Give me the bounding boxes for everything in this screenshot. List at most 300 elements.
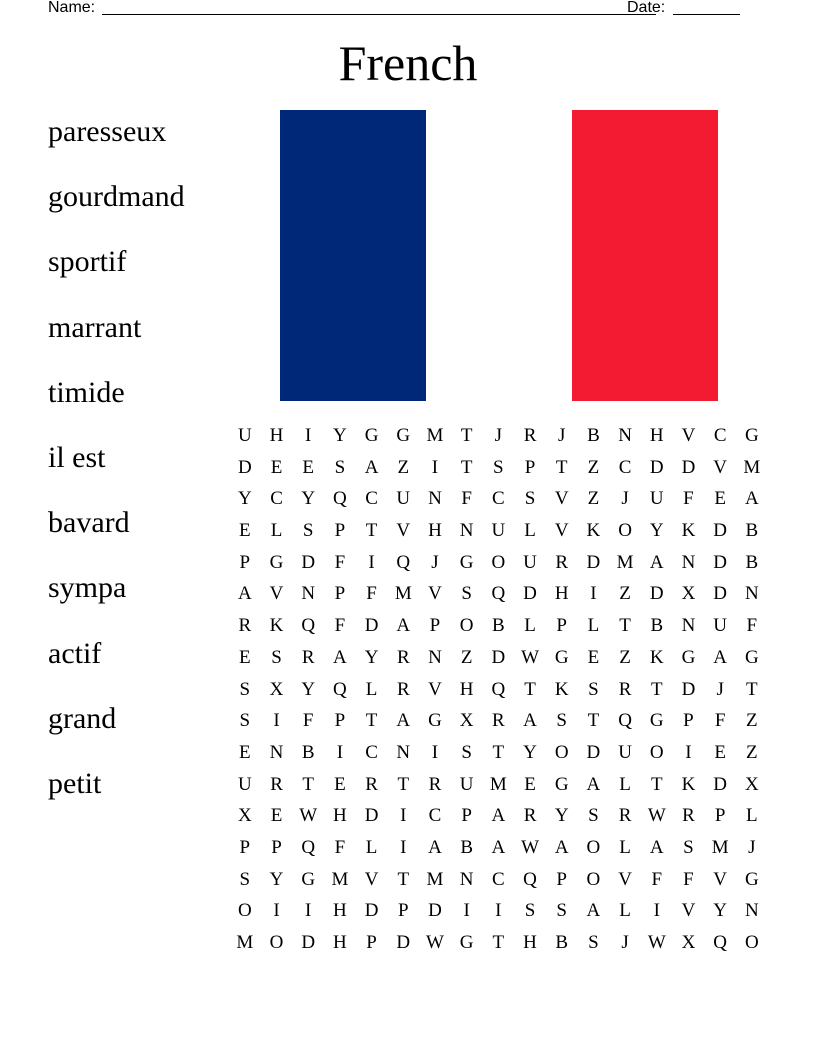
grid-letter: M	[331, 868, 349, 890]
grid-letter: S	[334, 456, 346, 478]
grid-letter: M	[426, 425, 444, 446]
grid-letter: C	[618, 456, 632, 478]
grid-letter: L	[619, 773, 631, 795]
date-label: Date:	[627, 0, 666, 16]
grid-letter: B	[650, 615, 664, 637]
grid-letter: P	[524, 456, 536, 478]
grid-letter: S	[556, 710, 567, 732]
grid-letter: D	[586, 551, 601, 573]
grid-letter: C	[713, 425, 727, 446]
french-flag-image	[280, 110, 718, 401]
grid-letter: C	[365, 741, 378, 763]
grid-letter: Z	[397, 456, 410, 478]
grid-letter: D	[713, 551, 728, 573]
grid-letter: I	[590, 583, 597, 605]
grid-letter: N	[681, 615, 696, 637]
grid-letter: J	[558, 425, 566, 446]
grid-letter: D	[649, 456, 664, 478]
grid-letter: F	[334, 836, 346, 858]
grid-letter: L	[524, 520, 536, 542]
grid-letter: S	[588, 678, 599, 700]
grid-letter: N	[681, 551, 696, 573]
grid-letter: S	[556, 900, 567, 922]
grid-letter: U	[649, 488, 664, 510]
grid-letter: M	[426, 868, 444, 890]
grid-letter: D	[649, 583, 664, 605]
grid-letter: A	[523, 710, 537, 732]
grid-row	[229, 864, 769, 896]
grid-letter: Z	[460, 646, 473, 668]
word-list-item: sympa	[48, 571, 127, 605]
grid-letter: R	[270, 773, 283, 795]
flag-stripe-red	[572, 110, 718, 401]
grid-letter: V	[681, 425, 696, 446]
grid-letter: T	[492, 932, 505, 953]
grid-letter: S	[493, 456, 504, 478]
grid-letter: I	[431, 741, 439, 763]
grid-letter: U	[523, 551, 537, 573]
grid-letter: I	[431, 456, 439, 478]
grid-letter: G	[554, 773, 569, 795]
grid-letter: F	[461, 488, 472, 510]
grid-letter: Z	[746, 710, 758, 732]
grid-letter: L	[270, 520, 283, 542]
grid-letter: B	[745, 551, 759, 573]
grid-letter: O	[459, 615, 474, 637]
grid-letter: Y	[554, 805, 569, 827]
grid-letter: W	[299, 805, 318, 827]
grid-letter: V	[618, 868, 632, 890]
grid-letter: G	[554, 646, 569, 668]
grid-letter: M	[236, 932, 254, 953]
grid-letter: Q	[713, 932, 728, 953]
grid-letter: D	[301, 932, 316, 953]
grid-letter: D	[364, 615, 379, 637]
grid-letter: I	[305, 425, 312, 446]
grid-letter: R	[682, 805, 695, 827]
grid-letter: R	[238, 615, 252, 637]
grid-letter: R	[428, 773, 442, 795]
grid-letter: M	[743, 456, 761, 478]
grid-letter: I	[685, 741, 692, 763]
grid-letter: V	[713, 456, 728, 478]
grid-letter: G	[744, 646, 759, 668]
grid-letter: J	[621, 488, 629, 510]
grid-letter: I	[653, 900, 660, 922]
grid-letter: J	[748, 836, 756, 858]
grid-letter: L	[587, 615, 600, 637]
grid-letter: D	[364, 900, 379, 922]
grid-letter: K	[586, 520, 601, 542]
grid-letter: T	[650, 773, 663, 795]
grid-letter: W	[647, 805, 666, 827]
grid-letter: N	[459, 520, 474, 542]
word-list-item: il est	[48, 440, 106, 474]
grid-letter: O	[618, 520, 632, 542]
grid-letter: B	[587, 425, 600, 446]
grid-letter: R	[618, 678, 632, 700]
grid-letter: U	[396, 488, 411, 510]
grid-letter: L	[365, 836, 378, 858]
grid-letter: Z	[587, 456, 600, 478]
grid-letter: H	[554, 583, 569, 605]
grid-letter: R	[555, 551, 569, 573]
grid-letter: Q	[523, 868, 537, 890]
grid-letter: Y	[333, 425, 347, 446]
grid-letter: E	[239, 520, 251, 542]
grid-letter: I	[368, 551, 375, 573]
grid-letter: T	[619, 615, 631, 637]
grid-letter: A	[586, 900, 601, 922]
grid-letter: G	[269, 551, 284, 573]
date-blank-line	[673, 14, 740, 15]
grid-letter: U	[713, 615, 728, 637]
grid-letter: A	[364, 456, 379, 478]
flag-stripe-white	[426, 110, 572, 401]
grid-letter: F	[334, 615, 346, 637]
grid-row	[229, 642, 769, 674]
name-blank-line	[102, 14, 656, 15]
grid-letter: E	[239, 646, 251, 668]
grid-letter: D	[713, 520, 728, 542]
grid-letter: U	[237, 773, 252, 795]
grid-letter: S	[239, 710, 251, 732]
grid-letter: I	[400, 836, 407, 858]
grid-row	[229, 927, 769, 959]
grid-letter: Z	[619, 646, 631, 668]
grid-letter: H	[333, 900, 347, 922]
grid-letter: B	[745, 520, 759, 542]
grid-letter: F	[651, 868, 663, 890]
grid-row	[229, 452, 769, 484]
grid-letter: D	[713, 583, 728, 605]
grid-letter: A	[333, 646, 347, 668]
grid-letter: W	[521, 646, 539, 668]
grid-letter: I	[273, 710, 280, 732]
grid-letter: P	[397, 900, 409, 922]
grid-letter: I	[495, 900, 502, 922]
grid-letter: Y	[269, 868, 284, 890]
grid-letter: Z	[619, 583, 631, 605]
grid-letter: T	[492, 741, 505, 763]
grid-letter: A	[744, 488, 759, 510]
word-list-item: marrant	[48, 310, 142, 344]
grid-letter: T	[460, 456, 473, 478]
page-title: French	[338, 35, 478, 91]
grid-letter: B	[460, 836, 473, 858]
grid-letter: H	[459, 678, 474, 700]
grid-letter: H	[333, 932, 347, 953]
grid-letter: Y	[237, 488, 252, 510]
grid-letter: A	[713, 646, 728, 668]
grid-letter: X	[459, 710, 474, 732]
grid-letter: Y	[713, 900, 728, 922]
grid-letter: S	[461, 741, 472, 763]
grid-letter: Y	[649, 520, 664, 542]
grid-letter: K	[269, 615, 284, 637]
grid-letter: O	[744, 932, 759, 953]
grid-letter: M	[616, 551, 634, 573]
grid-letter: Z	[746, 741, 758, 763]
grid-letter: A	[554, 836, 569, 858]
grid-letter: S	[271, 646, 282, 668]
grid-letter: Q	[301, 836, 316, 858]
word-search-grid	[229, 420, 769, 959]
grid-letter: V	[364, 868, 379, 890]
grid-letter: R	[365, 773, 378, 795]
grid-letter: V	[554, 520, 569, 542]
word-list-item: paresseux	[48, 115, 167, 148]
grid-letter: D	[713, 773, 728, 795]
grid-letter: G	[301, 868, 316, 890]
grid-letter: M	[711, 836, 729, 858]
grid-letter: E	[302, 456, 315, 478]
word-list-item: sportif	[48, 245, 127, 279]
grid-row	[229, 515, 769, 547]
grid-letter: Q	[618, 710, 632, 732]
grid-letter: X	[681, 932, 696, 953]
grid-row	[229, 737, 769, 769]
grid-row	[229, 420, 769, 452]
grid-letter: O	[586, 868, 601, 890]
grid-letter: Q	[491, 583, 506, 605]
grid-letter: C	[492, 488, 505, 510]
grid-letter: P	[714, 805, 726, 827]
grid-letter: Q	[491, 678, 506, 700]
grid-letter: T	[302, 773, 315, 795]
grid-letter: G	[459, 932, 474, 953]
grid-letter: H	[269, 425, 284, 446]
grid-letter: N	[459, 868, 474, 890]
grid-letter: H	[523, 932, 537, 953]
grid-letter: P	[239, 551, 251, 573]
grid-letter: V	[428, 583, 442, 605]
grid-letter: U	[491, 520, 506, 542]
grid-letter: P	[556, 615, 567, 637]
grid-letter: Q	[301, 615, 316, 637]
grid-letter: D	[301, 551, 316, 573]
grid-letter: N	[618, 425, 632, 446]
grid-letter: P	[429, 615, 441, 637]
grid-letter: O	[237, 900, 252, 922]
grid-letter: P	[239, 836, 251, 858]
grid-row	[229, 578, 769, 610]
flag-stripe-blue	[280, 110, 426, 401]
word-list-item: gourdmand	[48, 180, 185, 214]
grid-letter: E	[587, 646, 600, 668]
grid-row	[229, 547, 769, 579]
word-list-item: grand	[48, 701, 117, 735]
grid-row	[229, 832, 769, 864]
grid-letter: O	[554, 741, 569, 763]
grid-row	[229, 483, 769, 515]
grid-letter: V	[713, 868, 728, 890]
grid-letter: R	[492, 710, 505, 732]
grid-letter: O	[491, 551, 506, 573]
grid-letter: N	[428, 646, 442, 668]
grid-row	[229, 895, 769, 927]
grid-letter: V	[396, 520, 411, 542]
grid-letter: X	[744, 773, 759, 795]
grid-row	[229, 610, 769, 642]
grid-letter: O	[649, 741, 664, 763]
grid-letter: X	[269, 678, 284, 700]
grid-letter: O	[269, 932, 284, 953]
grid-letter: G	[649, 710, 664, 732]
grid-letter: A	[237, 583, 252, 605]
grid-letter: D	[491, 646, 506, 668]
grid-letter: E	[270, 456, 283, 478]
grid-letter: F	[746, 615, 758, 637]
grid-letter: M	[394, 583, 412, 605]
grid-letter: P	[271, 836, 282, 858]
grid-letter: N	[744, 900, 759, 922]
grid-letter: Y	[301, 488, 316, 510]
grid-letter: F	[683, 868, 694, 890]
grid-letter: U	[618, 741, 632, 763]
grid-letter: T	[365, 520, 378, 542]
grid-letter: N	[269, 741, 284, 763]
grid-letter: G	[744, 868, 759, 890]
grid-letter: G	[428, 710, 442, 732]
grid-letter: T	[524, 678, 536, 700]
grid-letter: I	[273, 900, 280, 922]
grid-letter: A	[649, 551, 664, 573]
grid-letter: D	[428, 900, 442, 922]
grid-letter: E	[334, 773, 346, 795]
grid-letter: R	[301, 646, 315, 668]
grid-letter: U	[237, 425, 252, 446]
grid-letter: P	[334, 520, 346, 542]
grid-letter: Q	[396, 551, 411, 573]
grid-letter: J	[716, 678, 724, 700]
grid-letter: A	[428, 836, 442, 858]
grid-letter: J	[494, 425, 503, 446]
grid-letter: L	[746, 805, 758, 827]
grid-letter: O	[586, 836, 601, 858]
grid-letter: P	[683, 710, 694, 732]
grid-letter: Y	[364, 646, 379, 668]
grid-letter: D	[396, 932, 411, 953]
grid-letter: K	[681, 773, 696, 795]
grid-letter: W	[647, 932, 666, 953]
grid-letter: L	[619, 900, 631, 922]
grid-letter: I	[400, 805, 407, 827]
grid-letter: C	[492, 868, 505, 890]
grid-letter: N	[396, 741, 411, 763]
grid-letter: A	[586, 773, 601, 795]
name-label: Name:	[48, 0, 96, 16]
grid-letter: S	[239, 868, 251, 890]
grid-letter: S	[524, 900, 536, 922]
grid-letter: E	[239, 741, 251, 763]
word-list	[48, 112, 185, 829]
grid-letter: D	[586, 741, 601, 763]
grid-letter: N	[744, 583, 759, 605]
grid-letter: S	[524, 488, 536, 510]
grid-letter: C	[428, 805, 442, 827]
grid-letter: H	[649, 425, 664, 446]
grid-letter: G	[744, 425, 759, 446]
grid-letter: T	[650, 678, 663, 700]
grid-letter: T	[365, 710, 378, 732]
grid-letter: L	[365, 678, 378, 700]
grid-letter: S	[239, 678, 251, 700]
grid-letter: Q	[333, 678, 347, 700]
grid-letter: X	[681, 583, 696, 605]
grid-letter: N	[428, 488, 442, 510]
grid-letter: T	[587, 710, 600, 732]
grid-letter: I	[463, 900, 470, 922]
grid-letter: P	[334, 583, 346, 605]
grid-letter: M	[489, 773, 507, 795]
grid-letter: V	[269, 583, 284, 605]
grid-letter: P	[366, 932, 377, 953]
grid-row	[229, 800, 769, 832]
grid-letter: A	[396, 615, 411, 637]
grid-letter: A	[491, 836, 506, 858]
grid-letter: L	[524, 615, 536, 637]
grid-letter: S	[588, 932, 599, 953]
grid-letter: S	[302, 520, 314, 542]
grid-letter: D	[681, 456, 696, 478]
grid-letter: T	[397, 868, 410, 890]
grid-letter: T	[397, 773, 410, 795]
grid-letter: B	[301, 741, 315, 763]
grid-letter: W	[426, 932, 444, 953]
grid-letter: Q	[333, 488, 347, 510]
grid-letter: K	[554, 678, 569, 700]
word-list-item: bavard	[48, 506, 130, 540]
grid-letter: D	[681, 678, 696, 700]
grid-row	[229, 705, 769, 737]
grid-letter: H	[428, 520, 442, 542]
grid-letter: A	[649, 836, 664, 858]
grid-letter: P	[334, 710, 346, 732]
grid-letter: C	[270, 488, 283, 510]
grid-letter: E	[714, 741, 726, 763]
grid-letter: E	[270, 805, 283, 827]
grid-letter: D	[364, 805, 379, 827]
grid-letter: T	[555, 456, 568, 478]
grid-row	[229, 674, 769, 706]
grid-letter: G	[681, 646, 696, 668]
grid-letter: K	[649, 646, 664, 668]
word-list-item: actif	[48, 636, 102, 670]
grid-letter: R	[523, 425, 537, 446]
word-list-item: petit	[48, 766, 102, 800]
grid-letter: N	[301, 583, 316, 605]
grid-letter: I	[305, 900, 312, 922]
grid-letter: F	[302, 710, 314, 732]
grid-letter: B	[492, 615, 505, 637]
grid-letter: C	[365, 488, 378, 510]
grid-letter: A	[491, 805, 506, 827]
grid-letter: G	[396, 425, 411, 446]
grid-letter: S	[461, 583, 472, 605]
grid-letter: W	[521, 836, 539, 858]
grid-letter: J	[431, 551, 439, 573]
grid-row	[229, 769, 769, 801]
grid-letter: T	[460, 425, 473, 446]
grid-letter: D	[523, 583, 537, 605]
header	[48, 0, 748, 19]
grid-letter: H	[333, 805, 347, 827]
grid-letter: F	[334, 551, 346, 573]
grid-letter: Y	[301, 678, 316, 700]
grid-letter: S	[588, 805, 599, 827]
grid-letter: V	[681, 900, 696, 922]
